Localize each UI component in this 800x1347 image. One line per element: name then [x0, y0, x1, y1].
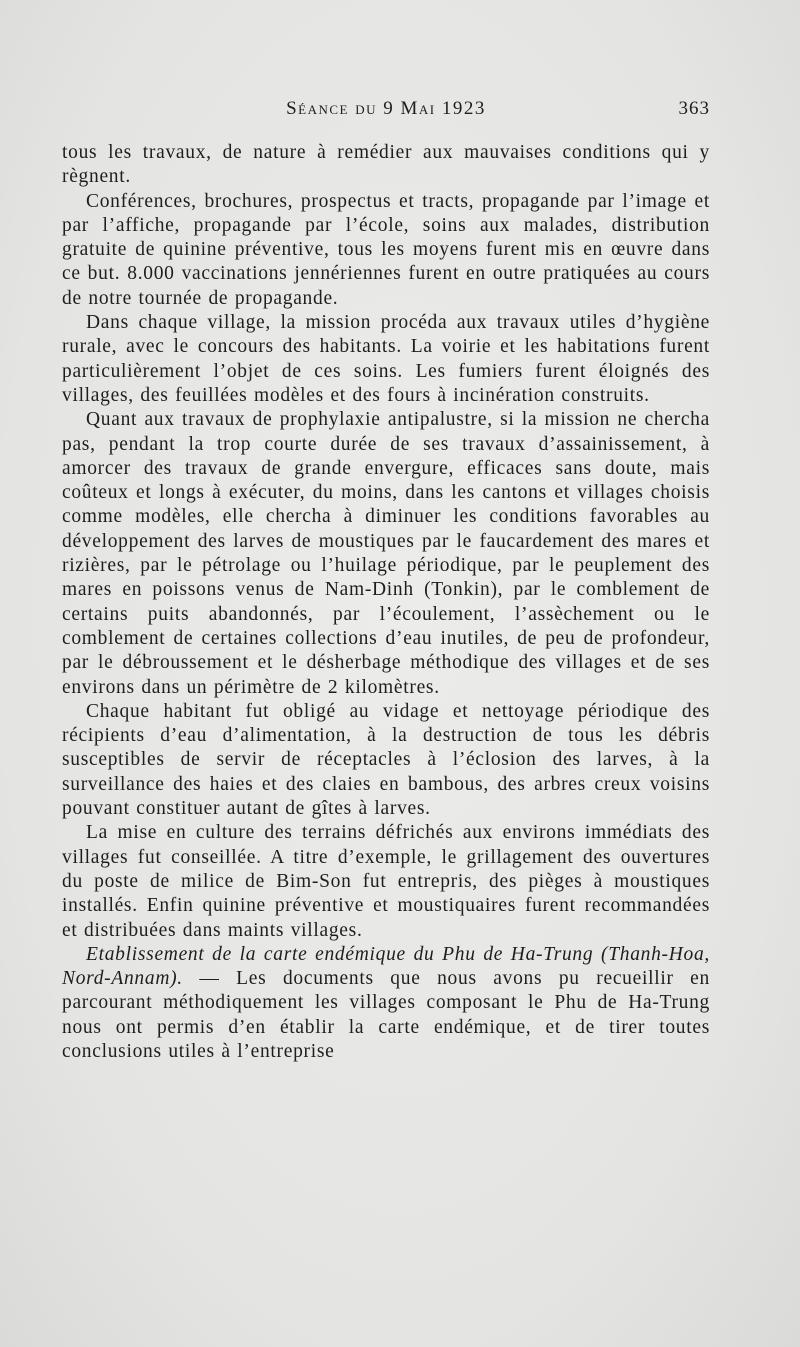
section-heading: Etablissement de la carte endémique du Phu de Ha-Trung (Thanh-Hoa, Nord-Annam).: [62, 943, 710, 990]
paragraph-rural-hygiene: Dans chaque village, la mission procéda aux travaux utiles d’hygiène rurale, avec le concours des habitants. La voirie et les habitations furent particulièrement l’objet de ces soins. Les fumiers furent éloignés des villages, des feuillées modèles et des fours à incinération construits.: [62, 312, 710, 406]
paragraph-continued: tous les travaux, de nature à remédier aux mauvaises conditions qui y règnent.: [62, 142, 710, 188]
page-header: [62, 98, 710, 124]
paragraph-propaganda: Conférences, brochures, prospectus et tracts, propagande par l’image et par l’affiche, propagande par l’école, soins aux malades, distribution gratuite de quinine préventive, tous les moyens furent mis en œuvre dans ce but. 8.000 vaccinations jennériennes furent en outre pratiquées au cours de notre tournée de propagande.: [62, 190, 710, 309]
paragraph-endemic-map: [62, 943, 710, 1064]
page-number: 363: [678, 98, 710, 119]
body-text: [62, 141, 710, 1064]
running-title: Séance du 9 Mai 1923: [286, 98, 486, 119]
section-text: — Les documents que nous avons pu recueillir en parcourant méthodiquement les villages composant le Phu de Ha-Trung nous ont permis d’en établir la carte endémique, et de tirer toutes conclusions utiles à l’entreprise: [62, 968, 710, 1062]
paragraph-antimalaria: Quant aux travaux de prophylaxie antipalustre, si la mission ne chercha pas, pendant la trop courte durée de ses travaux d’assainissement, à amorcer des travaux de grande envergure, efficaces sans doute, mais coûteux et longs à exécuter, du moins, dans les cantons et villages choisis comme modèles, elle chercha à diminuer les conditions favorables au développement des larves de moustiques par le faucardement des mares et rizières, par le pétrolage ou l’huilage périodique, par le peuplement des mares en poissons venus de Nam-Dinh (Tonkin), par le comblement de certains puits abandonnés, par l’écoulement, l’assèchement ou le comblement de certaines collections d’eau inutiles, de peu de profondeur, par le débroussement et le désherbage méthodique des villages et de ses environs dans un périmètre de 2 kilomètres.: [62, 409, 710, 698]
paragraph-inhabitants: Chaque habitant fut obligé au vidage et nettoyage périodique des récipients d’eau d’alimentation, à la destruction de tous les débris susceptibles de servir de réceptacles à l’éclosion des larves, à la surveillance des haies et des claies en bambous, des arbres creux voisins pouvant constituer autant de gîtes à larves.: [62, 700, 710, 820]
paragraph-cultivation: La mise en culture des terrains défrichés aux environs immédiats des villages fut conseillée. A titre d’exemple, le grillagement des ouvertures du poste de milice de Bim-Son fut entrepris, des pièges à moustiques installés. Enfin quinine préventive et moustiquaires furent recommandées et distribuées dans maints villages.: [62, 822, 710, 941]
